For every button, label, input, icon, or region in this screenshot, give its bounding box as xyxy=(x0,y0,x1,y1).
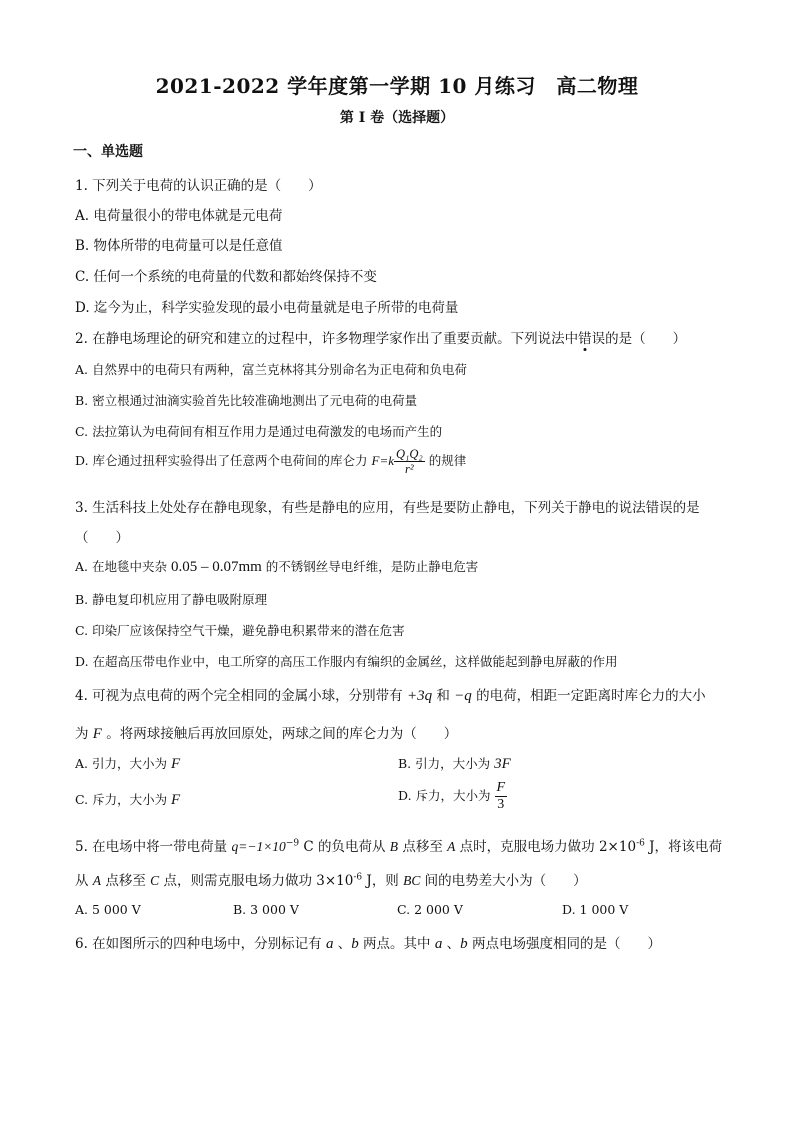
q5-option-c: C. 2 000 V xyxy=(397,902,463,917)
volume-subtitle: 第 I 卷（选择题） xyxy=(339,110,455,126)
q5-option-d: D. 1 000 V xyxy=(562,902,629,917)
q1-option-d: D. 迄今为止，科学实验发现的最小电荷量就是电子所带的电荷量 xyxy=(75,300,459,316)
q4-stem-text-2: 的电荷，相距一定距离时库仑力的大小 xyxy=(471,688,706,704)
q5-text-3: 点移至 xyxy=(398,839,448,855)
q5-stem-line2 xyxy=(75,869,587,889)
q4-option-a-text: A. 引力，大小为 xyxy=(75,756,171,771)
q1-option-c: C. 任何一个系统的电荷量的代数和都始终保持不变 xyxy=(75,269,377,285)
q6-text-3: 两点电场强度相同的是（ ） xyxy=(467,936,661,952)
q2-formula-lhs: F=k xyxy=(371,453,394,468)
q5-option-b: B. 3 000 V xyxy=(233,902,299,917)
q4-option-d-numerator: F xyxy=(496,780,506,795)
q4-option-a-value: F xyxy=(170,756,181,772)
q5-work-2-exponent: -6 xyxy=(353,872,363,883)
q5-point-c: C xyxy=(150,873,160,888)
q4-option-b-text: B. 引力，大小为 xyxy=(398,756,495,771)
q5-text-4: J，将该电荷 xyxy=(644,839,723,855)
q4-option-d-text: D. 斥力，大小为 xyxy=(398,788,495,803)
coulomb-denominator: r² xyxy=(405,462,414,476)
q4-option-a xyxy=(75,754,180,773)
q2-option-a: A. 自然界中的电荷只有两种，富兰克林将其分别命名为正电荷和负电荷 xyxy=(75,362,467,377)
q5-work-1: 点时，克服电场力做功 2×10 xyxy=(455,839,637,855)
q4-option-b-value: 3F xyxy=(494,756,511,772)
q3-option-a-range: 0.05 – 0.07mm xyxy=(170,559,262,575)
q5-charge-value: q=−1×10 xyxy=(231,839,286,854)
page-title: 2021-2022 学年度第一学期 10 月练习 高二物理 xyxy=(155,74,639,98)
q5-point-a-2: A xyxy=(92,873,102,888)
q2-option-d-tail: 的规律 xyxy=(424,453,467,468)
q6-stem xyxy=(75,932,661,953)
q6-point-a: a xyxy=(325,936,334,952)
q4-stem-line1 xyxy=(75,684,706,705)
q4-option-b xyxy=(398,754,511,773)
q6-sep-2: 、 xyxy=(442,936,461,952)
q4-option-c xyxy=(75,790,180,809)
q2-stem-part3: 误的是（ ） xyxy=(591,331,687,347)
q3-stem-line2: （ ） xyxy=(75,530,129,546)
q2-stem-part1: 2. 在静电场理论的研究和建立的过程中，许多物理学家作出了重要贡献。下列说法中 xyxy=(75,331,579,347)
q2-option-d xyxy=(75,447,466,476)
q4-option-d xyxy=(398,780,507,813)
q4-option-d-denominator: 3 xyxy=(497,797,505,812)
q5-work-2: 点，则需克服电场力做功 3×10 xyxy=(159,873,354,889)
q3-option-d: D. 在超高压带电作业中，电工所穿的高压工作服内有编织的金属丝，这样做能起到静电屏蔽的作用 xyxy=(75,654,618,669)
q2-option-b: B. 密立根通过油滴实验首先比较准确地测出了元电荷的电荷量 xyxy=(75,393,418,408)
q4-option-c-text: C. 斥力，大小为 xyxy=(75,792,172,807)
q5-work-1-exponent: -6 xyxy=(636,838,645,849)
section-heading: 一、单选题 xyxy=(73,144,143,160)
q3-option-c: C. 印染厂应该保持空气干燥，避免静电积累带来的潜在危害 xyxy=(75,623,405,638)
q4-option-d-fraction xyxy=(495,780,508,813)
q6-text-2: 两点。其中 xyxy=(358,936,435,952)
q5-text-1: 5. 在电场中将一带电荷量 xyxy=(75,839,232,855)
q6-sep-1: 、 xyxy=(333,936,352,952)
q4-and: 和 xyxy=(432,688,455,704)
q3-option-a-tail: 的不锈钢丝导电纤维，是防止静电危害 xyxy=(261,559,479,574)
q2-option-c: C. 法拉第认为电荷间有相互作用力是通过电荷激发的电场而产生的 xyxy=(75,424,443,439)
q3-option-a-text: A. 在地毯中夹杂 xyxy=(75,559,171,574)
q6-point-a-2: a xyxy=(434,936,443,952)
q3-option-a xyxy=(75,557,478,576)
q5-point-b: B xyxy=(389,839,399,854)
q1-option-b: B. 物体所带的电荷量可以是任意值 xyxy=(75,238,283,254)
q2-option-d-text: D. 库仑通过扭秤实验得出了任意两个电荷间的库仑力 xyxy=(75,453,372,468)
q4-charge-negative: −q xyxy=(454,688,472,704)
q4-force-symbol: F xyxy=(92,726,102,742)
q5-stem-line1 xyxy=(75,835,722,855)
q5-text-5: 从 xyxy=(75,873,93,889)
q5-text-2: C 的负电荷从 xyxy=(299,839,390,855)
q5-segment-bc: BC xyxy=(403,873,421,888)
q3-stem-line1: 3. 生活科技上处处存在静电现象，有些是静电的应用，有些是要防止静电，下列关于静电的说法错误的是 xyxy=(75,500,700,516)
q4-stem-line2 xyxy=(75,722,457,743)
q4-charge-positive: +3q xyxy=(406,688,433,704)
q5-charge-exponent: −9 xyxy=(285,838,300,849)
q6-text-1: 6. 在如图所示的四种电场中，分别标记有 xyxy=(75,936,326,952)
q4-option-c-value: F xyxy=(171,792,181,808)
q3-option-b: B. 静电复印机应用了静电吸附原理 xyxy=(75,592,268,607)
q4-stem-text-4: 。将两球接触后再放回原处，两球之间的库仑力为（ ） xyxy=(101,726,458,742)
q4-stem-text-3: 为 xyxy=(75,726,93,742)
q5-text-8: 间的电势差大小为（ ） xyxy=(420,873,587,889)
coulomb-numerator: Q₁Q₂ xyxy=(395,447,423,461)
q6-point-b: b xyxy=(351,936,359,952)
q5-point-a: A xyxy=(447,839,456,854)
q6-point-b-2: b xyxy=(460,936,468,952)
coulomb-fraction xyxy=(394,447,425,476)
q2-stem xyxy=(75,327,686,347)
q1-option-a: A. 电荷量很小的带电体就是元电荷 xyxy=(75,208,283,224)
q1-stem: 1. 下列关于电荷的认识正确的是（ ） xyxy=(75,178,322,194)
q5-option-a: A. 5 000 V xyxy=(75,902,141,917)
q5-text-6: 点移至 xyxy=(101,873,151,889)
q5-text-7: J，则 xyxy=(362,873,404,889)
q4-stem-text: 4. 可视为点电荷的两个完全相同的金属小球，分别带有 xyxy=(75,688,407,704)
q2-stem-emphasis: 错 xyxy=(578,331,592,347)
